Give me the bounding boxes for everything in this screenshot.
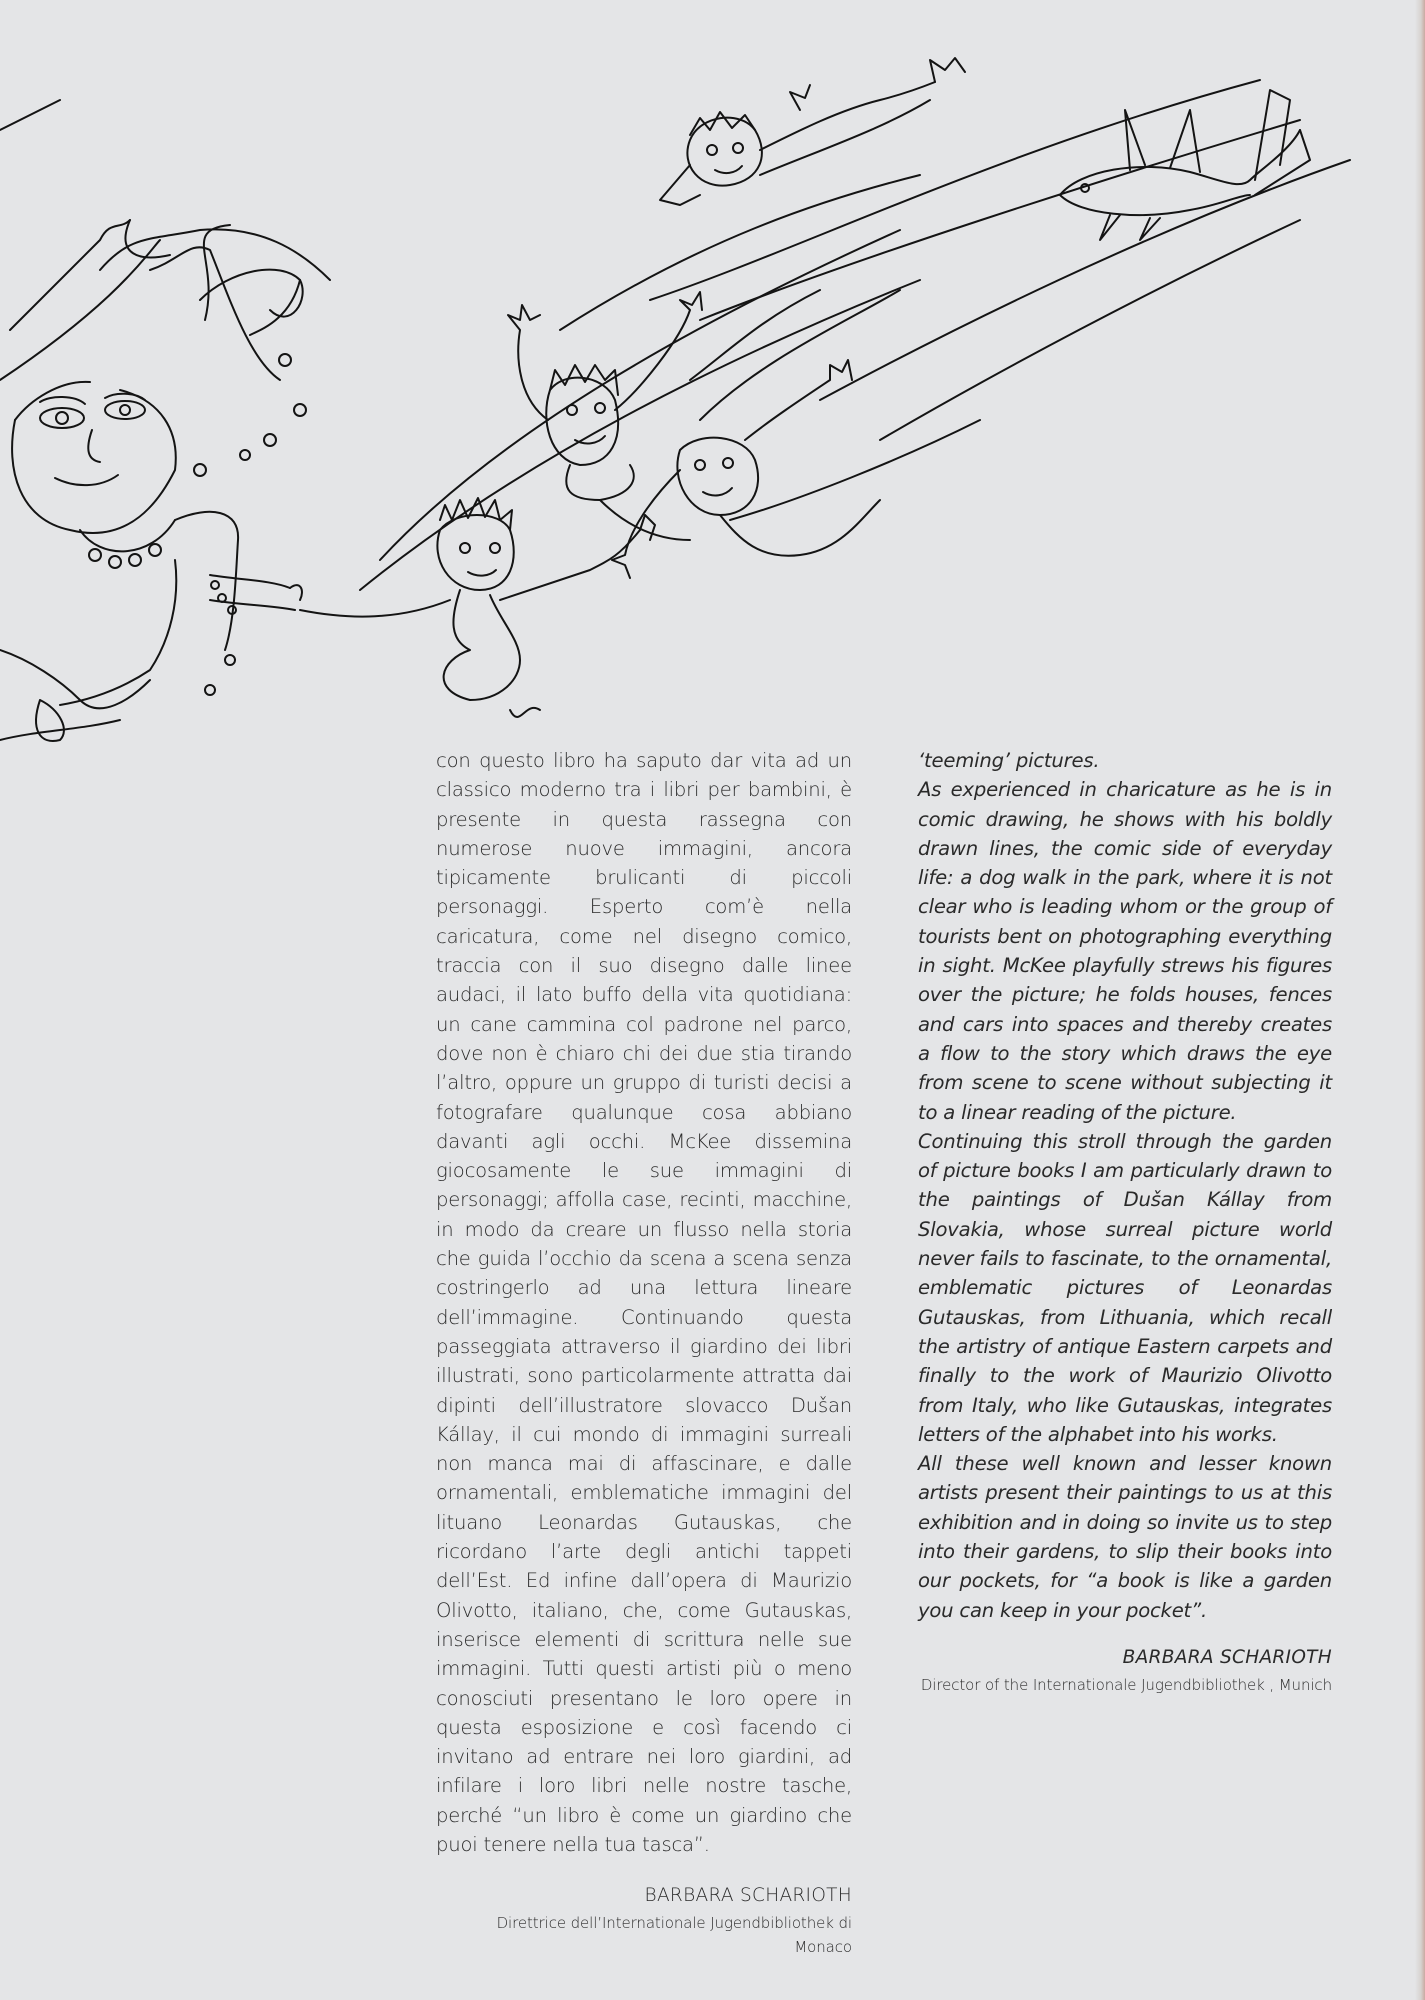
english-signature	[918, 1643, 1332, 1697]
italian-signature-name: BARBARA SCHARIOTH	[644, 1885, 852, 1907]
english-column	[918, 746, 1332, 1697]
english-paragraph: As experienced in charicature as he is in comic drawing, he shows with his boldly drawn lines, the comic side of everyday life: a dog walk in the park, where it is not clear who is leading whom or the group of tourists bent on photographing everything in sight. McKee playfully strews his figures over the picture; he folds houses, fences and cars into spaces and thereby creates a flow to the story which draws the eye from scene to scene without subjecting it to a linear reading of the picture.	[918, 778, 1332, 1124]
page-edge	[1415, 0, 1425, 2000]
english-paragraph: Continuing this stroll through the garden of picture books I am particularly drawn to the paintings of Dušan Kállay from Slovakia, whose surreal picture world never fails to fascinate, to the ornamental, emblematic pictures of Leonardas Gutauskas, from Lithuania, which recall the artistry of antique Eastern carpets and finally to the work of Maurizio Olivotto from Italy, who like Gutauskas, integrates letters of the alphabet into his works.	[918, 1129, 1332, 1446]
english-paragraph: ‘teeming’ pictures.	[918, 749, 1100, 772]
italian-signature-role: Direttrice dell’Internationale Jugendbibliothek di Monaco	[496, 1914, 852, 1957]
italian-body-text: con questo libro ha saputo dar vita ad un classico moderno tra i libri per bambini, è presente in questa rassegna con numerose nuove immagini, ancora tipicamente brulicanti di piccoli personaggi. Esperto com’è nella caricatura, come nel disegno comico, traccia con il suo disegno dalle linee audaci, il lato buffo della vita quotidiana: un cane cammina col padrone nel parco, dove non è chiaro chi dei due stia tirando l’altro, oppure un gruppo di turisti decisi a fotografare qualunque cosa abbiano davanti agli occhi. McKee dissemina giocosamente le sue immagini di personaggi; affolla case, recinti, macchine, in modo da creare un flusso nella storia che guida l’occhio da scena a scena senza costringerlo ad una lettura lineare dell’immagine. Continuando questa passeggiata attraverso il giardino dei libri illustrati, sono particolarmente attratta dai dipinti dell’illustratore slovacco Dušan Kállay, il cui mondo di immagini surreali non manca mai di affascinare, e dalle ornamentali, emblematiche immagini del lituano Leonardas Gutauskas, che ricordano l’arte degli antichi tappeti dell’Est. Ed infine dall’opera di Maurizio Olivotto, italiano, che, come Gutauskas, inserisce elementi di scrittura nelle sue immagini. Tutti questi artisti più o meno conosciuti presentano le loro opere in questa esposizione e così facendo ci invitano ad entrare nei loro giardini, ad infilare i loro libri nelle nostre tasche, perché “un libro è come un giardino che puoi tenere nella tua tasca”.	[436, 749, 852, 1856]
flying-figures-illustration	[0, 0, 1425, 760]
english-signature-role: Director of the Internationale Jugendbibliothek , Munich	[920, 1675, 1332, 1694]
italian-signature	[436, 1881, 852, 1959]
italian-column	[436, 746, 852, 1959]
english-paragraph: All these well known and lesser known artists present their paintings to us at this exhibition and in doing so invite us to step into their gardens, to slip their books into our pockets, for “a book is like a garden you can keep in your pocket”.	[918, 1452, 1332, 1622]
english-signature-name: BARBARA SCHARIOTH	[1122, 1646, 1332, 1668]
